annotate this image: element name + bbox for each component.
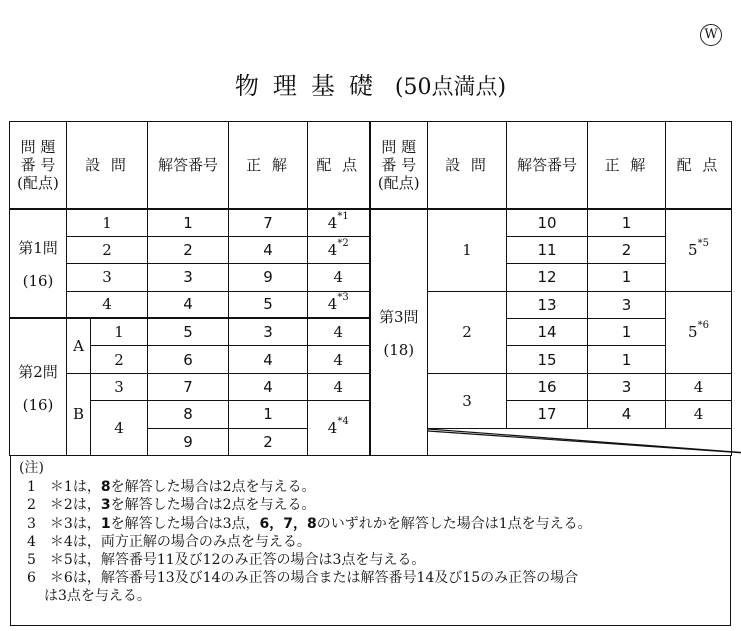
answer-5: 3 <box>229 318 308 345</box>
answer-14: 1 <box>588 318 666 345</box>
q1-sub-2: 2 <box>67 236 148 263</box>
q1-sub-4: 4 <box>67 291 148 318</box>
points-1: 4$^{*1}$ <box>308 209 370 236</box>
answer-11: 2 <box>588 236 666 263</box>
points-4: 4$^{*3}$ <box>308 291 370 318</box>
answer-7: 4 <box>229 373 308 400</box>
q2-part-b: B <box>67 373 91 455</box>
q2-sub-2: 2 <box>91 346 148 373</box>
answer-no-15: 15 <box>507 346 588 373</box>
answer-2: 4 <box>229 236 308 263</box>
points-6: 4 <box>308 346 370 373</box>
header-points: 配 点 <box>308 122 370 209</box>
points-16: 4 <box>666 373 732 400</box>
q3-sub-1: 1 <box>428 209 507 291</box>
note-item-continued: は3点を与える。 <box>44 588 151 605</box>
answer-10: 1 <box>588 209 666 236</box>
note-item: 4 ＊4は，両方正解の場合のみ点を与える。 <box>27 533 311 550</box>
header-sub-question: 設 問 <box>428 122 507 209</box>
points-3: 4 <box>308 264 370 291</box>
answer-no-2: 2 <box>148 236 229 263</box>
answer-9: 2 <box>229 428 308 455</box>
note-item: 1 ＊1は，8を解答した場合は2点を与える。 <box>27 479 316 496</box>
answer-no-8: 8 <box>148 401 229 428</box>
answer-no-17: 17 <box>507 401 588 428</box>
diagonal-line <box>428 429 741 456</box>
q2-part-a: A <box>67 318 91 373</box>
answer-no-3: 3 <box>148 264 229 291</box>
subject-title: 物理基礎 <box>234 72 387 100</box>
q2-label: 第2問 (16) <box>10 318 67 455</box>
header-points: 配 点 <box>666 122 732 209</box>
points-13-15: 5$^{*6}$ <box>666 291 732 373</box>
points-7: 4 <box>308 373 370 400</box>
answer-no-12: 12 <box>507 264 588 291</box>
points-8-9: 4$^{*4}$ <box>308 401 370 456</box>
answer-8: 1 <box>229 401 308 428</box>
answer-no-4: 4 <box>148 291 229 318</box>
answer-no-9: 9 <box>148 428 229 455</box>
notes-section <box>10 456 731 626</box>
note-item: 5 ＊5は，解答番号11及び12のみ正答の場合は3点を与える。 <box>27 552 426 569</box>
header-correct: 正 解 <box>229 122 308 209</box>
header-correct: 正 解 <box>588 122 666 209</box>
answer-12: 1 <box>588 264 666 291</box>
answer-1: 7 <box>229 209 308 236</box>
q1-sub-1: 1 <box>67 209 148 236</box>
answer-no-5: 5 <box>148 318 229 345</box>
answer-no-10: 10 <box>507 209 588 236</box>
answer-3: 9 <box>229 264 308 291</box>
blank-cell <box>428 428 732 455</box>
page-title <box>0 66 741 101</box>
header-question-no: 問 題 番 号 (配点) <box>10 122 67 209</box>
q1-label: 第1問 (16) <box>10 209 67 319</box>
answer-13: 3 <box>588 291 666 318</box>
points-5: 4 <box>308 318 370 345</box>
header-answer-no: 解答番号 <box>148 122 229 209</box>
total-points: (50点満点) <box>394 75 507 100</box>
answer-table <box>9 121 732 456</box>
points-17: 4 <box>666 401 732 428</box>
q2-sub-1: 1 <box>91 318 148 345</box>
note-item: 6 ＊6は，解答番号13及び14のみ正答の場合または解答番号14及び15のみ正答の場合 <box>27 570 579 587</box>
points-2: 4$^{*2}$ <box>308 236 370 263</box>
q2-sub-3: 3 <box>91 373 148 400</box>
note-item: 2 ＊2は，3を解答した場合は2点を与える。 <box>27 497 316 514</box>
answer-6: 4 <box>229 346 308 373</box>
q2-sub-4: 4 <box>91 401 148 456</box>
answer-4: 5 <box>229 291 308 318</box>
q1-sub-3: 3 <box>67 264 148 291</box>
answer-15: 1 <box>588 346 666 373</box>
answer-no-6: 6 <box>148 346 229 373</box>
answer-no-11: 11 <box>507 236 588 263</box>
q3-sub-2: 2 <box>428 291 507 373</box>
points-10-12: 5$^{*5}$ <box>666 209 732 291</box>
q3-label: 第3問 (18) <box>370 209 428 456</box>
answer-no-1: 1 <box>148 209 229 236</box>
q3-sub-3: 3 <box>428 373 507 428</box>
header-question-no: 問 題 番 号 (配点) <box>370 122 428 209</box>
answer-no-14: 14 <box>507 318 588 345</box>
notes-header: (注) <box>19 460 44 476</box>
header-answer-no: 解答番号 <box>507 122 588 209</box>
answer-16: 3 <box>588 373 666 400</box>
answer-no-16: 16 <box>507 373 588 400</box>
answer-no-7: 7 <box>148 373 229 400</box>
version-badge: W <box>700 24 722 46</box>
note-item: 3 ＊3は，1を解答した場合は3点，6，7，8のいずれかを解答した場合は1点を与える。 <box>27 515 592 532</box>
answer-no-13: 13 <box>507 291 588 318</box>
answer-17: 4 <box>588 401 666 428</box>
header-sub-question: 設 問 <box>67 122 148 209</box>
